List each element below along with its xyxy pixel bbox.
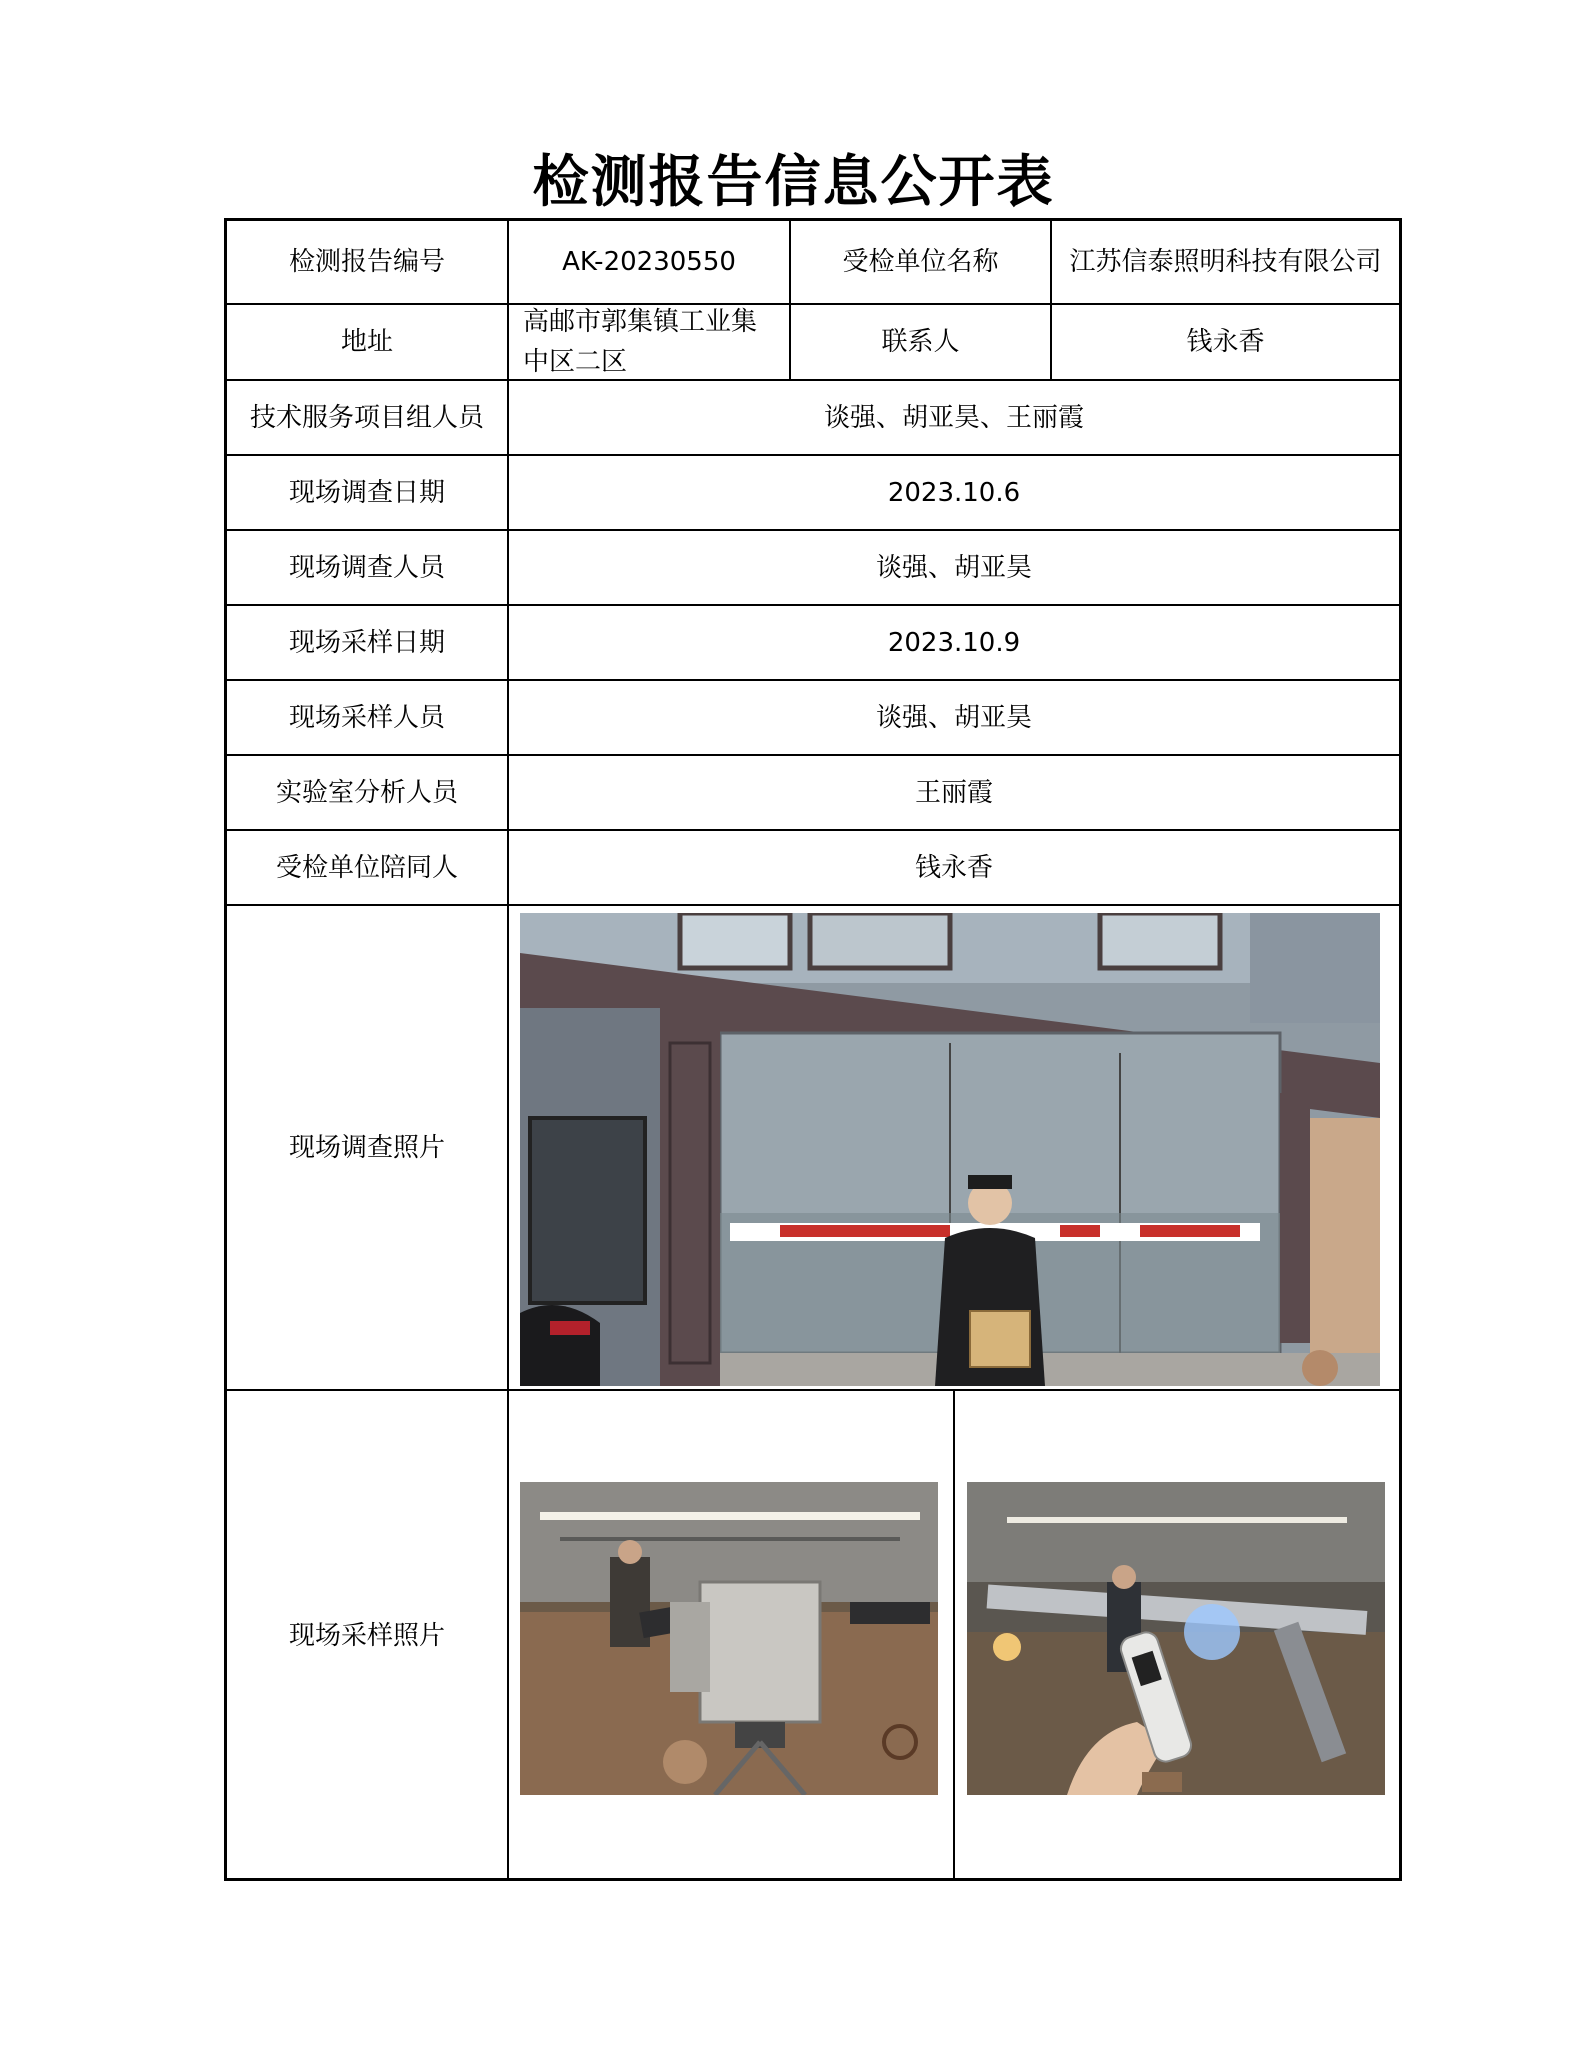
address-value: 高邮市郭集镇工业集中区二区 [523, 307, 758, 377]
escort-label: 受检单位陪同人 [275, 852, 458, 883]
sampling-photo-1 [520, 1482, 938, 1795]
contact-label: 联系人 [881, 327, 960, 357]
survey-staff-value: 谈强、胡亚昊 [875, 552, 1032, 583]
address-label: 地址 [340, 327, 393, 357]
report-no-value: AK-20230550 [562, 247, 736, 277]
sampling-date-label: 现场采样日期 [288, 627, 445, 658]
lab-staff-value: 王丽霞 [914, 777, 993, 808]
report-no-label: 检测报告编号 [288, 247, 445, 277]
escort-value: 钱永香 [914, 852, 993, 883]
info-table [224, 218, 1402, 1881]
survey-photo [520, 913, 1380, 1386]
sampling-staff-label: 现场采样人员 [288, 702, 445, 733]
survey-photo-label: 现场调查照片 [288, 1132, 445, 1163]
team-value: 谈强、胡亚昊、王丽霞 [823, 402, 1084, 433]
survey-date-value: 2023.10.6 [887, 477, 1021, 508]
team-label: 技术服务项目组人员 [249, 402, 484, 433]
sampling-date-value: 2023.10.9 [887, 627, 1021, 658]
page-title: 检测报告信息公开表 [532, 149, 1055, 215]
unit-name-value: 江苏信泰照明科技有限公司 [1069, 247, 1382, 277]
sampling-photo-2 [967, 1482, 1385, 1795]
lab-staff-label: 实验室分析人员 [275, 777, 458, 808]
unit-name-label: 受检单位名称 [842, 247, 999, 277]
sampling-staff-value: 谈强、胡亚昊 [875, 702, 1032, 733]
survey-date-label: 现场调查日期 [288, 477, 445, 508]
survey-staff-label: 现场调查人员 [288, 552, 445, 583]
sampling-photo-label: 现场采样照片 [288, 1621, 445, 1651]
contact-value: 钱永香 [1186, 327, 1265, 357]
